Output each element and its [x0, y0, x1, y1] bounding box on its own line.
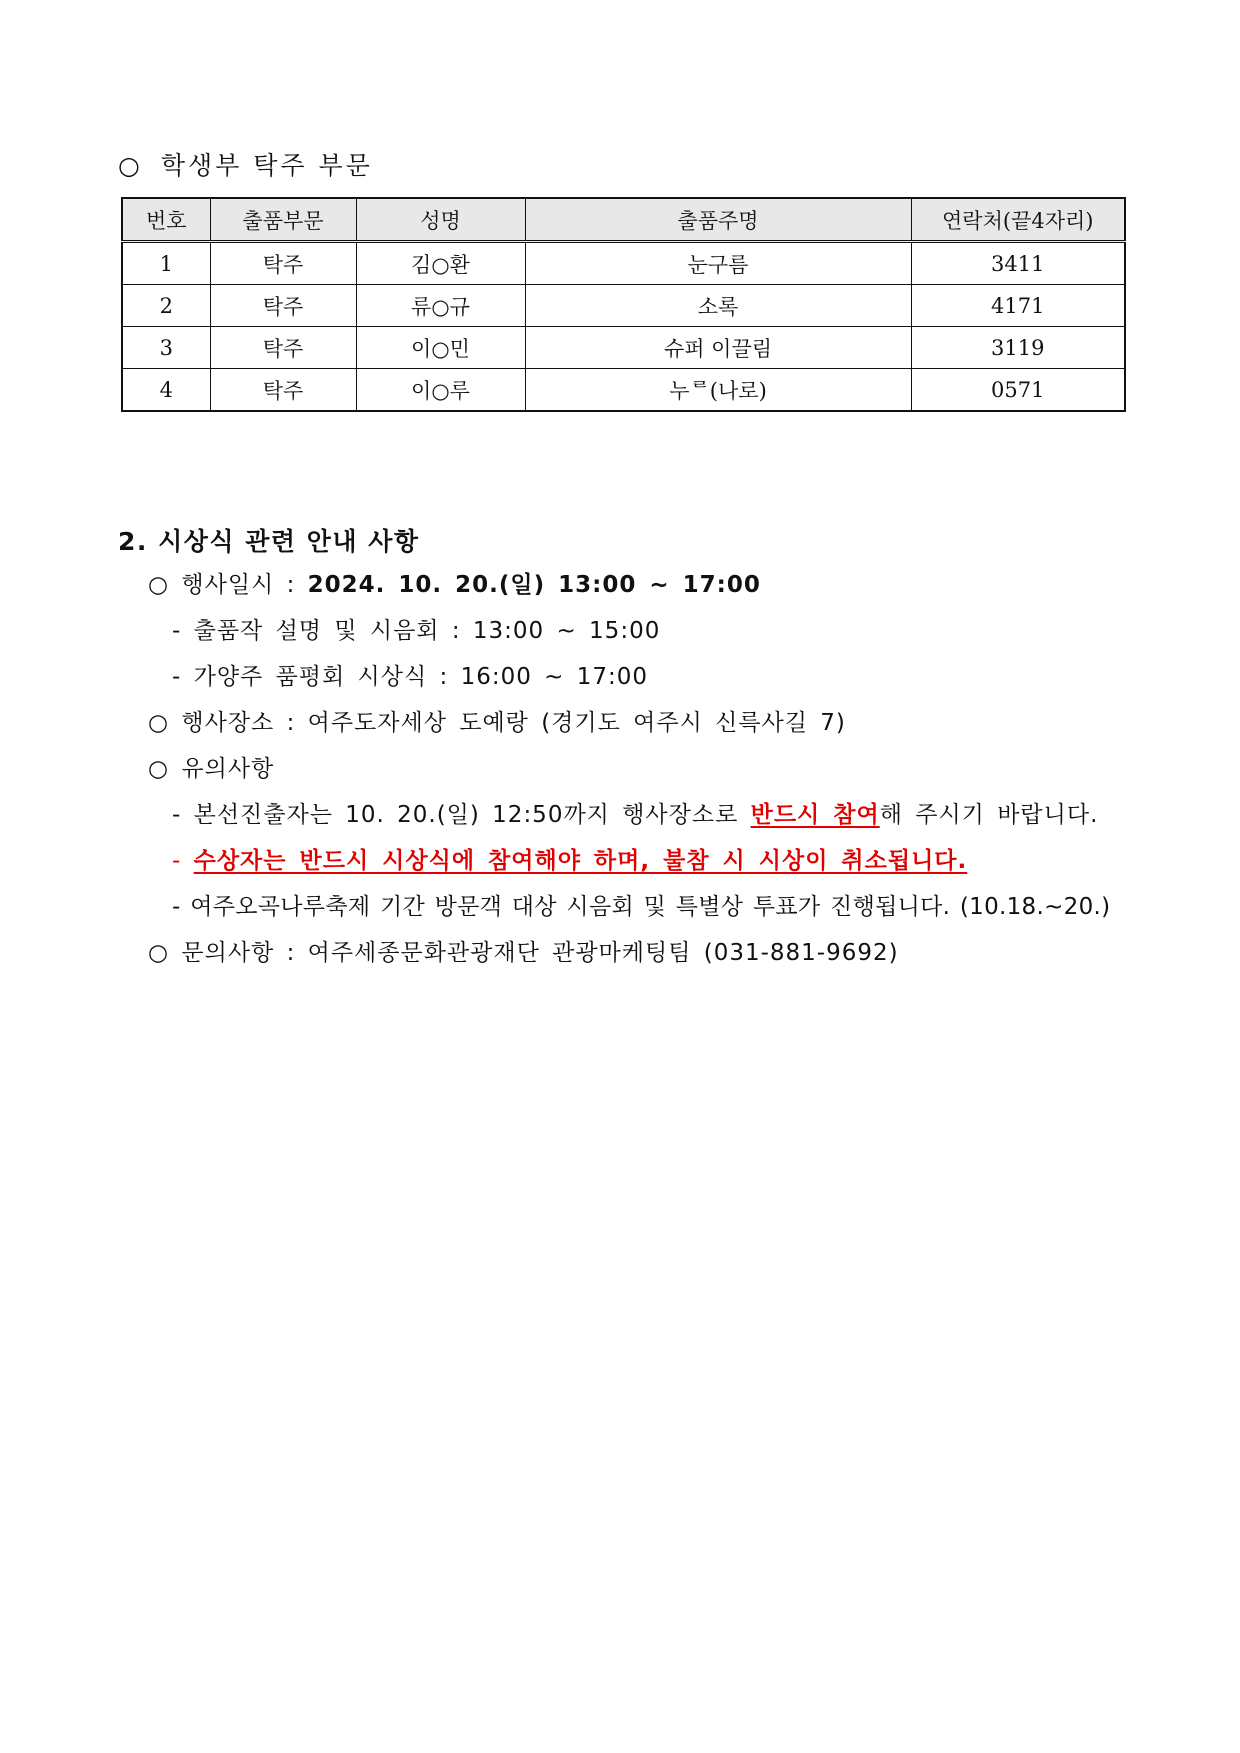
cell-category: 탁주: [210, 327, 356, 369]
cell-category: 탁주: [210, 285, 356, 327]
circle-bullet-icon: ○: [148, 572, 170, 598]
note-item: [172, 796, 1098, 829]
cell-name: 류○규: [356, 285, 525, 327]
event-date-line: [148, 566, 761, 599]
cell-name: 이○루: [356, 369, 525, 412]
notes-heading: ○ 유의사항: [148, 756, 275, 782]
event-date-label: 행사일시 :: [181, 572, 308, 598]
header-category: 출품부문: [210, 198, 356, 242]
cell-entry-name: 슈퍼 이끌림: [525, 327, 911, 369]
table-row: [122, 369, 1125, 412]
section-title: [118, 146, 373, 182]
note-emphasis: 반드시 참여: [750, 802, 880, 828]
note-text: - 본선진출자는 10. 20.(일) 12:50까지 행사장소로: [172, 802, 751, 828]
table-header-row: [122, 198, 1125, 242]
cell-number: 4: [122, 369, 210, 412]
note-dash: -: [172, 848, 194, 874]
cell-contact: 3411: [911, 242, 1125, 285]
schedule-item: - 출품작 설명 및 시음회 : 13:00 ~ 15:00: [172, 618, 661, 644]
cell-number: 3: [122, 327, 210, 369]
guide-heading: 2. 시상식 관련 안내 사항: [118, 527, 420, 556]
cell-contact: 0571: [911, 369, 1125, 412]
cell-number: 1: [122, 242, 210, 285]
header-number: 번호: [122, 198, 210, 242]
event-date-value: 2024. 10. 20.(일) 13:00 ~ 17:00: [307, 572, 761, 598]
cell-contact: 4171: [911, 285, 1125, 327]
header-name: 성명: [356, 198, 525, 242]
entries-table: [121, 197, 1126, 412]
cell-entry-name: 누ᄅ(나로): [525, 369, 911, 412]
header-contact: 연락처(끝4자리): [911, 198, 1125, 242]
cell-name: 이○민: [356, 327, 525, 369]
contact-line: ○ 문의사항 : 여주세종문화관광재단 관광마케팅팀 (031-881-9692): [148, 940, 899, 966]
note-emphasis: 수상자는 반드시 시상식에 참여해야 하며, 불참 시 시상이 취소됩니다.: [193, 848, 968, 874]
venue-line: ○ 행사장소 : 여주도자세상 도예랑 (경기도 여주시 신륵사길 7): [148, 710, 846, 736]
cell-category: 탁주: [210, 242, 356, 285]
table-row: [122, 327, 1125, 369]
cell-contact: 3119: [911, 327, 1125, 369]
note-item: - 여주오곡나루축제 기간 방문객 대상 시음회 및 특별상 투표가 진행됩니다. (10.18.~20.): [172, 894, 1111, 920]
table-row: [122, 285, 1125, 327]
table-row: [122, 242, 1125, 285]
circle-bullet-icon: ○: [118, 151, 143, 180]
note-text: 해 주시기 바랍니다.: [879, 802, 1099, 828]
cell-category: 탁주: [210, 369, 356, 412]
header-entry-name: 출품주명: [525, 198, 911, 242]
cell-name: 김○환: [356, 242, 525, 285]
cell-entry-name: 눈구름: [525, 242, 911, 285]
cell-number: 2: [122, 285, 210, 327]
schedule-item: - 가양주 품평회 시상식 : 16:00 ~ 17:00: [172, 664, 649, 690]
note-item: [172, 842, 967, 875]
cell-entry-name: 소록: [525, 285, 911, 327]
section-title-text: 학생부 탁주 부문: [160, 151, 373, 180]
